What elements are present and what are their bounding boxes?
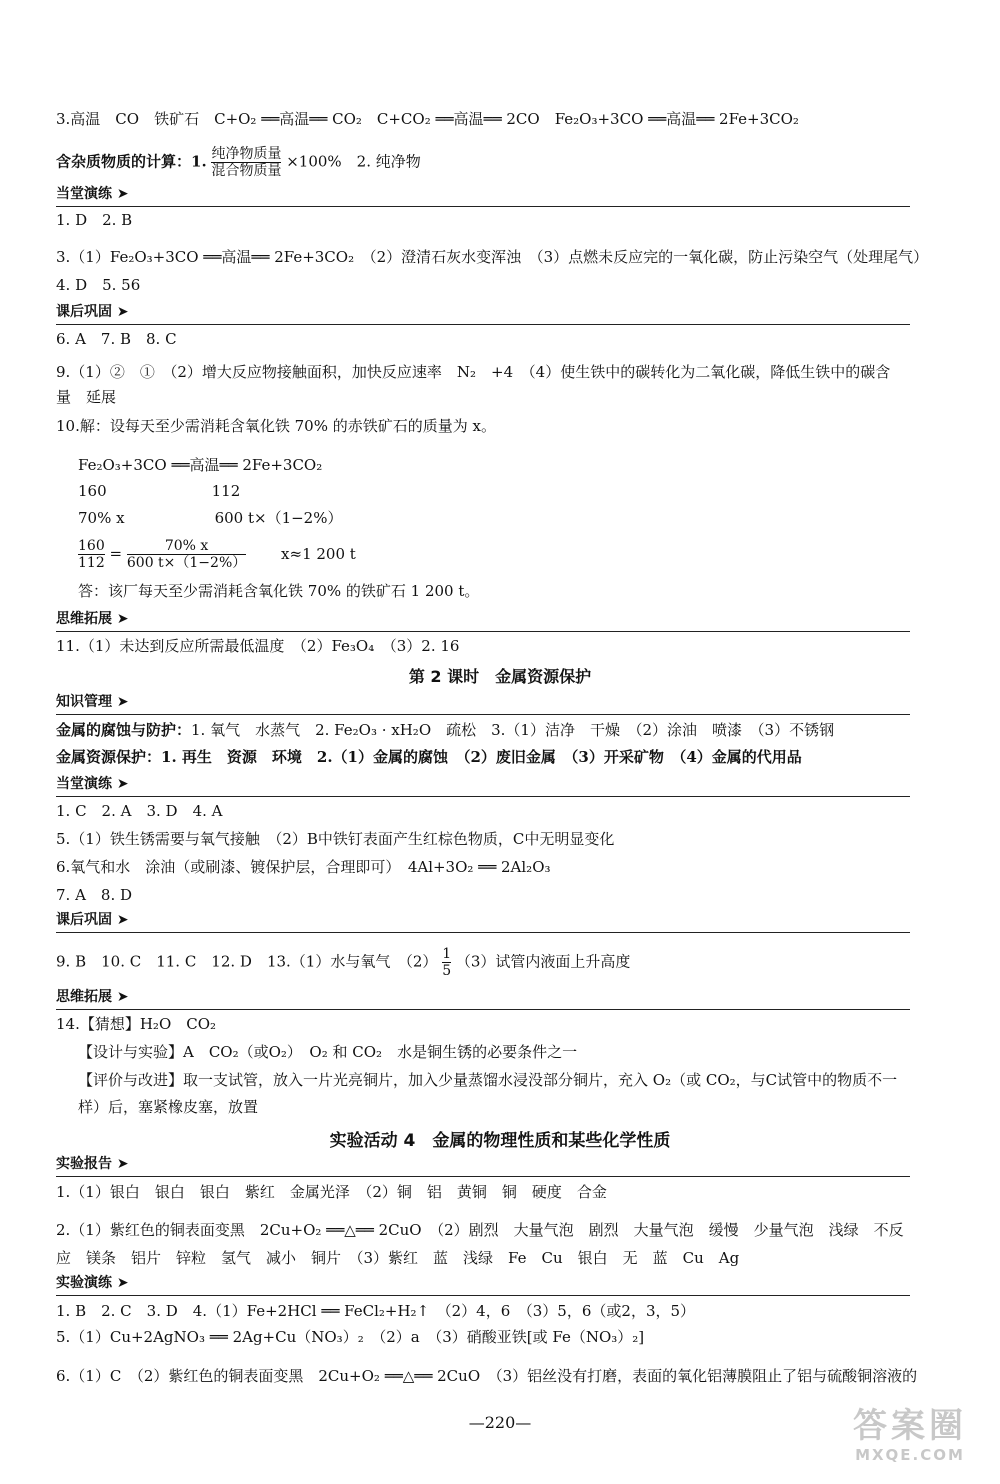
answer-part: （3）试管内液面上升高度 [455, 952, 631, 971]
molar-mass-line: 160 112 [78, 482, 241, 500]
impurity-label: 含杂质物质的计算：1. [56, 152, 207, 171]
result-value: x≈1 200 t [281, 544, 356, 563]
fraction-numerator: 1 [442, 946, 452, 962]
one-fifth-fraction [442, 946, 451, 979]
section-heading: 知识管理 ➤ [56, 690, 910, 715]
answer-line: 应 镁条 铝片 锌粒 氢气 减小 铜片 （3）紫红 蓝 浅绿 Fe Cu 银白 无 蓝 Cu Ag [56, 1249, 740, 1267]
answer-line: 量 延展 [56, 388, 117, 406]
corrosion-label: 金属的腐蚀与防护： [56, 721, 192, 739]
answer-line: 5.（1）铁生锈需要与氧气接触 （2）B中铁钉表面产生红棕色物质，C中无明显变化 [56, 830, 615, 848]
answer-line: 6.氧气和水 涂油（或刷漆、镀保护层，合理即可） 4Al+3O₂ ══ 2Al₂O₃ [56, 858, 551, 876]
section-heading: 当堂演练 ➤ [56, 182, 910, 207]
impurity-calc-line [56, 146, 421, 179]
section-heading: 实验演练 ➤ [56, 1271, 910, 1296]
corrosion-line [56, 719, 834, 741]
answer-line: 1. D 2. B [56, 211, 133, 229]
section-heading: 课后巩固 ➤ [56, 300, 910, 325]
answer-line: 1. B 2. C 3. D 4.（1）Fe+2HCl ══ FeCl₂+H₂↑ （2）4，6 （3）5，6（或2，3，5） [56, 1302, 696, 1320]
answer-line: 4. D 5. 56 [56, 276, 141, 294]
answer-line: 3.（1）Fe₂O₃+3CO ══高温══ 2Fe+3CO₂ （2）澄清石灰水变浑浊 （3）点燃未反应完的一氧化碳，防止污染空气（处理尾气） [56, 248, 929, 266]
fraction-denominator: 混合物质量 [211, 163, 282, 179]
equals-sign: = [109, 544, 123, 563]
answer-line: 5.（1）Cu+2AgNO₃ ══ 2Ag+Cu（NO₃）₂ （2）a （3）硝酸亚铁[或 Fe（NO₃）₂] [56, 1328, 645, 1346]
fraction-denominator: 5 [442, 963, 452, 979]
section-heading: 当堂演练 ➤ [56, 772, 910, 797]
lesson-title: 第 2 课时 金属资源保护 [408, 667, 592, 686]
watermark-url: MXQE.COM [855, 1446, 965, 1464]
answer-line: 样）后，塞紧橡皮塞，放置 [78, 1098, 259, 1116]
answer-line: 【评价与改进】取一支试管，放入一片光亮铜片，加入少量蒸馏水浸没部分铜片，充入 O₂（或 CO₂，与C试管中的物质不一 [78, 1071, 898, 1089]
fraction-numerator: 160 [78, 538, 105, 554]
impurity-tail: ×100% 2. 纯净物 [286, 152, 421, 171]
answer-line: 6. A 7. B 8. C [56, 330, 177, 348]
answer-line: 7. A 8. D [56, 886, 133, 904]
watermark-logo [835, 1406, 985, 1474]
proportion-right [127, 538, 246, 571]
answer-line: 11.（1）未达到反应所需最低温度 （2）Fe₃O₄ （3）2. 16 [56, 637, 460, 655]
page-number: —220— [468, 1413, 532, 1432]
proportion-left [78, 538, 105, 571]
answer-line: 10.解：设每天至少需消耗含氧化铁 70% 的赤铁矿石的质量为 x。 [56, 417, 496, 435]
answer-line: 1. C 2. A 3. D 4. A [56, 802, 223, 820]
fraction-numerator: 70% x [127, 538, 246, 555]
answer-line: 6.（1）C （2）紫红色的铜表面变黑 2Cu+O₂ ══△══ 2CuO （3）铝丝没有打磨，表面的氧化铝薄膜阻止了铝与硫酸铜溶液的 [56, 1367, 918, 1385]
answer-line: 9.（1）② ① （2）增大反应物接触面积，加快反应速率 N₂ +4 （4）使生铁中的碳转化为二氧化碳，降低生铁中的碳含 [56, 363, 891, 381]
mass-line: 70% x 600 t×（1−2%） [78, 509, 343, 527]
answer-line: 3.高温 CO 铁矿石 C+O₂ ══高温══ CO₂ C+CO₂ ══高温══ 2CO Fe₂O₃+3CO ══高温══ 2Fe+3CO₂ [56, 110, 799, 128]
section-heading: 实验报告 ➤ [56, 1152, 910, 1177]
answer-line: 1.（1）银白 银白 银白 紫红 金属光泽 （2）铜 铝 黄铜 铜 硬度 合金 [56, 1183, 607, 1201]
fraction-denominator: 600 t×（1−2%） [126, 555, 247, 571]
section-heading: 思维拓展 ➤ [56, 607, 910, 632]
answer-conclusion: 答：该厂每天至少需消耗含氧化铁 70% 的铁矿石 1 200 t。 [78, 582, 480, 600]
activity-title: 实验活动 4 金属的物理性质和某些化学性质 [329, 1131, 671, 1151]
answer-line: 2.（1）紫红色的铜表面变黑 2Cu+O₂ ══△══ 2CuO （2）剧烈 大量气泡 剧烈 大量气泡 缓慢 少量气泡 浅绿 不反 [56, 1221, 904, 1239]
fraction-denominator: 112 [78, 555, 105, 571]
section-heading: 思维拓展 ➤ [56, 985, 910, 1010]
answer-line: 金属资源保护：1. 再生 资源 环境 2.（1）金属的腐蚀 （2）废旧金属 （3）开采矿物 （4）金属的代用品 [56, 748, 802, 766]
proportion-line [78, 538, 356, 571]
watermark-text: 答案圈 [853, 1406, 967, 1446]
answer-line [56, 946, 630, 979]
answer-part: 9. B 10. C 11. C 12. D 13.（1）水与氧气 （2） [56, 952, 438, 971]
answer-line: 【设计与实验】A CO₂（或O₂） O₂ 和 CO₂ 水是铜生锈的必要条件之一 [78, 1043, 578, 1061]
purity-fraction [211, 146, 281, 179]
corrosion-text: 1. 氧气 水蒸气 2. Fe₂O₃ · xH₂O 疏松 3.（1）洁净 干燥 （2）涂油 喷漆 （3）不锈钢 [191, 721, 835, 739]
equation-line: Fe₂O₃+3CO ══高温══ 2Fe+3CO₂ [78, 456, 323, 474]
section-heading: 课后巩固 ➤ [56, 908, 910, 933]
answer-line: 14.【猜想】H₂O CO₂ [56, 1015, 217, 1033]
fraction-numerator: 纯净物质量 [211, 146, 282, 162]
